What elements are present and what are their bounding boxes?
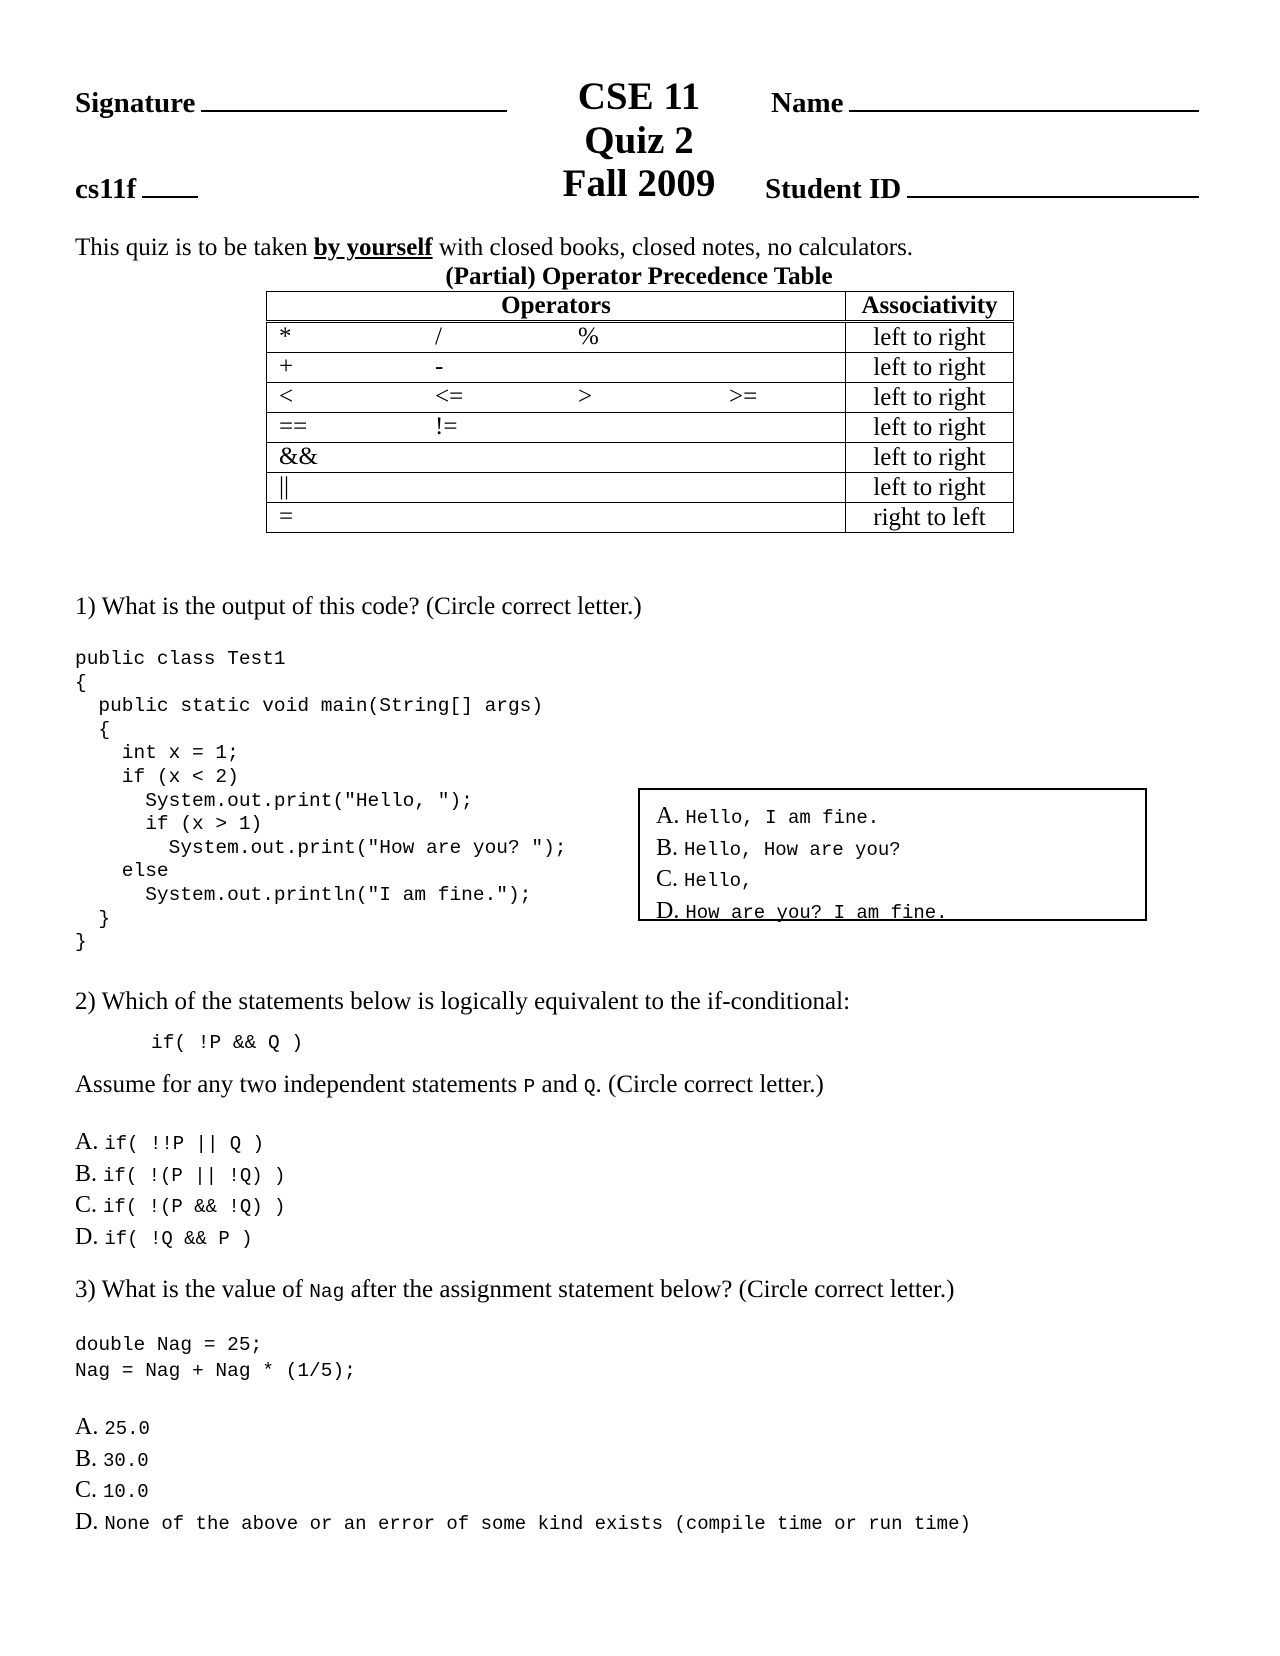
option-letter: C. [656,866,679,893]
option-text: 30.0 [103,1449,149,1472]
operators-cell [267,383,846,413]
q3-question-after: after the assignment statement below? (Circle correct letter.) [344,1276,955,1303]
answer-option[interactable] [656,834,948,866]
answer-option[interactable] [75,1223,285,1255]
option-text: Hello, [684,870,753,893]
instructions-emphasis: by yourself [313,234,433,261]
option-letter: B. [75,1160,98,1187]
q1-question: 1) What is the output of this code? (Circle correct letter.) [75,593,642,620]
option-letter: B. [656,834,679,861]
associativity-cell: left to right [846,473,1014,503]
q1-code: public class Test1 { public static void main(String[] args) { int x = 1; if (x < 2) System.out.print("Hello, "); if (x > 1) System.out.print("How are you? "); else System.out.println("I am fine."); } } [75,648,567,954]
option-letter: A. [75,1129,99,1155]
q2-conditional: if( !P && Q ) [151,1032,304,1054]
operators-header: Operators [267,292,846,322]
option-text: if( !Q && P ) [104,1228,253,1251]
operator: < [279,383,294,410]
student-id-blank[interactable] [907,170,1199,198]
option-text: How are you? I am fine. [685,902,948,925]
option-text: None of the above or an error of some kind exists (compile time or run time) [104,1513,971,1536]
q3-var: Nag [309,1281,345,1303]
q2-var-q: Q [583,1076,596,1098]
operator: % [578,323,599,350]
course-title: CSE 11 [577,75,701,118]
operator: > [578,383,593,410]
option-text: if( !(P || !Q) ) [103,1164,286,1187]
precedence-row [267,443,1014,473]
name-field [771,84,1199,120]
option-letter: D. [75,1224,99,1251]
precedence-row [267,503,1014,533]
answer-option[interactable] [75,1413,971,1445]
associativity-cell: left to right [846,443,1014,473]
operators-cell [267,503,846,533]
precedence-row [267,473,1014,503]
operator: >= [729,383,758,410]
operator: && [279,443,318,470]
precedence-table-title: (Partial) Operator Precedence Table [445,263,833,290]
q3-question-text: 3) What is the value of [75,1276,310,1303]
precedence-row [267,353,1014,383]
operator: == [279,413,308,440]
term-title: Fall 2009 [562,162,716,205]
operators-cell [267,473,846,503]
operator: - [435,353,444,380]
option-letter: D. [75,1509,99,1536]
name-label: Name [771,87,844,119]
instructions [75,233,913,263]
q3-code: double Nag = 25; Nag = Nag + Nag * (1/5); [75,1334,356,1382]
operator: = [279,503,294,530]
operator: + [279,353,294,380]
option-text: 25.0 [104,1418,150,1440]
option-text: if( !(P && !Q) ) [103,1196,286,1219]
operator: || [279,473,290,500]
operators-cell [267,413,846,443]
signature-label: Signature [75,87,196,119]
operators-cell [267,353,846,383]
option-letter: C. [75,1477,98,1504]
quiz-title: Quiz 2 [584,119,694,162]
operator: * [279,323,292,350]
student-id-field [765,170,1199,206]
option-letter: D. [656,898,680,925]
student-id-label: Student ID [765,173,902,205]
associativity-header: Associativity [846,292,1014,322]
q3-question [75,1275,954,1307]
q2-var-p: P [523,1076,536,1098]
answer-option[interactable] [75,1128,285,1160]
answer-option[interactable] [75,1508,971,1540]
associativity-cell: left to right [846,353,1014,383]
option-letter: A. [656,803,680,829]
login-field [75,170,198,206]
precedence-table [266,291,1014,533]
operators-cell [267,443,846,473]
q2-assumption [75,1070,824,1102]
option-text: if( !!P || Q ) [104,1133,264,1155]
precedence-row [267,322,1014,353]
instructions-text-2: with closed books, closed notes, no calculators. [432,234,914,261]
q2-assume-text: Assume for any two independent statements [75,1071,524,1098]
answer-option[interactable] [75,1160,285,1192]
signature-field [75,84,507,120]
associativity-cell: left to right [846,413,1014,443]
login-label: cs11f [75,173,137,205]
answer-option[interactable] [656,897,948,929]
option-text: Hello, I am fine. [685,807,880,829]
operator: / [435,323,442,350]
operator: != [435,413,458,440]
login-blank[interactable] [142,170,198,198]
q1-answer-box [638,788,1147,925]
name-blank[interactable] [849,84,1199,112]
q2-question: 2) Which of the statements below is logically equivalent to the if-conditional: [75,988,851,1015]
q2-assume-after: . (Circle correct letter.) [595,1071,824,1098]
signature-blank[interactable] [201,84,507,112]
q2-assume-and: and [535,1071,584,1098]
instructions-text-1: This quiz is to be taken [75,234,314,261]
option-letter: A. [75,1414,99,1440]
option-text: 10.0 [103,1481,149,1504]
precedence-row [267,413,1014,443]
associativity-cell: right to left [846,503,1014,533]
option-letter: C. [75,1192,98,1219]
option-letter: B. [75,1445,98,1472]
answer-option[interactable] [656,865,948,897]
answer-option[interactable] [75,1191,285,1223]
answer-option[interactable] [656,802,948,834]
answer-option[interactable] [75,1445,971,1477]
answer-option[interactable] [75,1476,971,1508]
associativity-cell: left to right [846,383,1014,413]
precedence-row [267,383,1014,413]
option-text: Hello, How are you? [684,838,901,861]
operators-cell [267,322,846,353]
associativity-cell: left to right [846,322,1014,353]
operator: <= [435,383,464,410]
